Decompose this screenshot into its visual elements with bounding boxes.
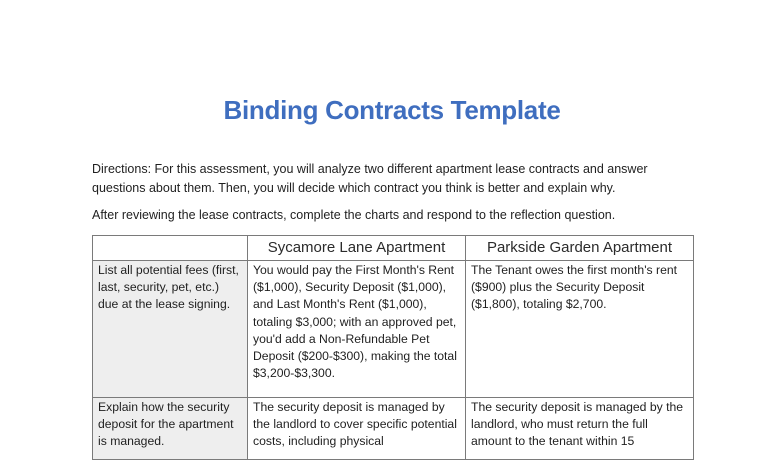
question-cell-fees[interactable]: List all potential fees (first, last, security, pet, etc.) due at the lease signing.: [93, 261, 248, 398]
table-row: [93, 261, 694, 398]
table-row: [93, 398, 694, 460]
lease-comparison-table: [92, 235, 694, 460]
header-sycamore: Sycamore Lane Apartment: [248, 236, 466, 261]
answer-cell-sycamore-fees[interactable]: You would pay the First Month's Rent ($1,000), Security Deposit ($1,000), and Last Month's Rent ($1,000), totaling $3,000; with an approved pet, you'd add a Non-Refundable Pet Deposit ($200-$300), making the total $3,200-$3,300.: [248, 261, 466, 398]
header-parkside: Parkside Garden Apartment: [466, 236, 694, 261]
document-title: Binding Contracts Template: [223, 95, 561, 125]
header-blank-cell: [93, 236, 248, 261]
answer-cell-sycamore-deposit[interactable]: The security deposit is managed by the landlord to cover specific potential costs, including physical: [248, 398, 466, 460]
question-cell-deposit[interactable]: Explain how the security deposit for the apartment is managed.: [93, 398, 248, 460]
directions-paragraph: Directions: For this assessment, you will analyze two different apartment lease contracts and answer questions about them. Then, you will decide which contract you think is better and explain why.: [92, 162, 648, 195]
answer-cell-parkside-deposit[interactable]: The security deposit is managed by the landlord, who must return the full amount to the tenant within 15: [466, 398, 694, 460]
table-header-row: [93, 236, 694, 261]
answer-cell-parkside-fees[interactable]: The Tenant owes the first month's rent ($900) plus the Security Deposit ($1,800), totaling $2,700.: [466, 261, 694, 398]
instructions-paragraph: After reviewing the lease contracts, complete the charts and respond to the reflection question.: [92, 208, 616, 222]
